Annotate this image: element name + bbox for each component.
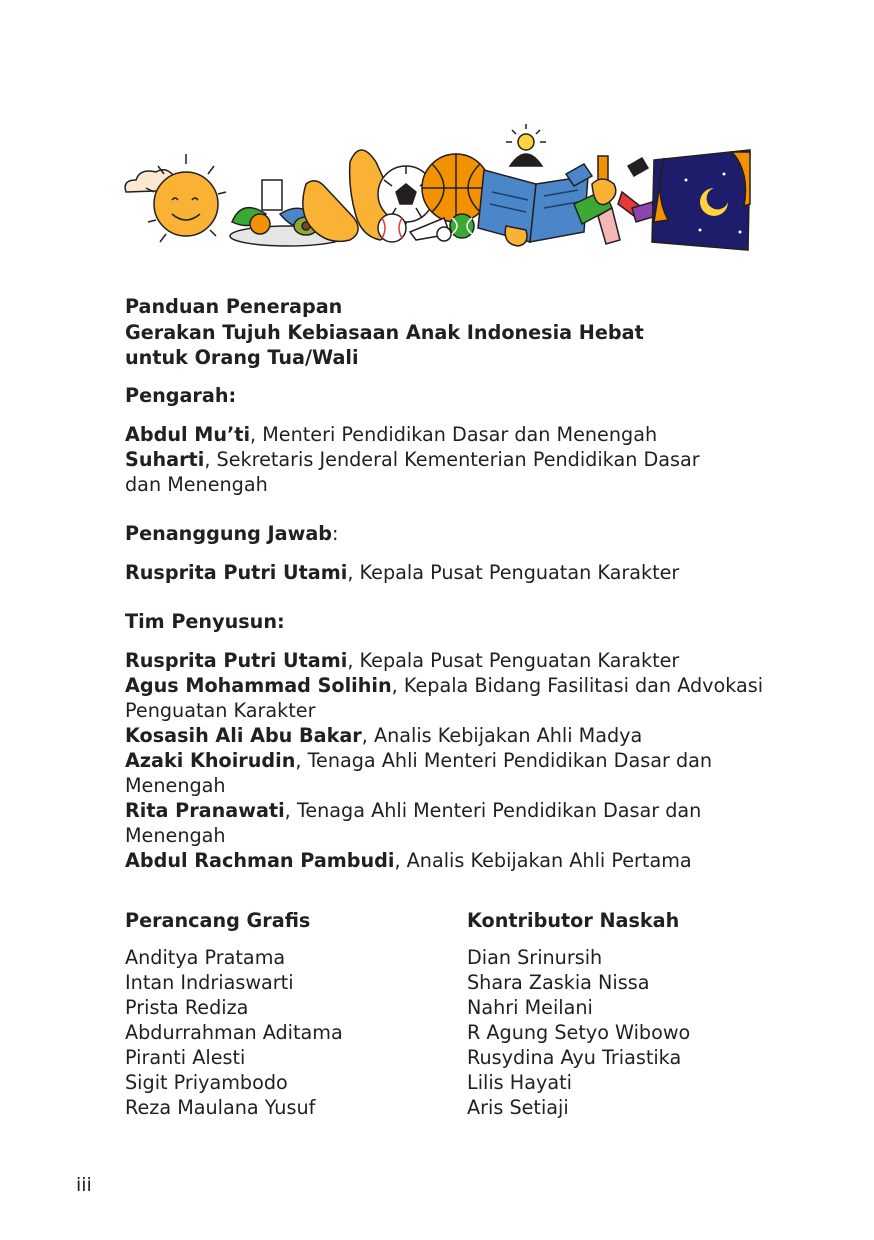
list-item: Anditya Pratama: [125, 946, 286, 969]
pengarah-list: [125, 422, 765, 497]
person-name: Suharti: [125, 447, 205, 471]
book-title: [125, 294, 765, 371]
person-name: Kosasih Ali Abu Bakar: [125, 723, 362, 747]
person-role: , Kepala Bidang Fasilitasi dan Advokasi: [391, 673, 764, 697]
person-role: , Kepala Pusat Penguatan Karakter: [347, 560, 680, 584]
person-name: Rusprita Putri Utami: [125, 560, 348, 584]
person-name: Abdul Rachman Pambudi: [125, 848, 395, 872]
person-role: , Sekretaris Jenderal Kementerian Pendidikan Dasar: [204, 447, 700, 471]
person-role: , Tenaga Ahli Menteri Pendidikan Dasar dan: [295, 748, 713, 772]
credit-entry: [125, 673, 765, 698]
perancang-grafis-list: [125, 945, 343, 1120]
title-line: Gerakan Tujuh Kebiasaan Anak Indonesia Hebat: [125, 320, 644, 344]
kontributor-naskah-heading: Kontributor Naskah: [467, 909, 680, 932]
list-item: Aris Setiaji: [467, 1096, 569, 1119]
title-line: untuk Orang Tua/Wali: [125, 346, 359, 369]
credit-entry: [125, 447, 765, 472]
baseball-icon: [378, 214, 406, 242]
person-name: Agus Mohammad Solihin: [125, 673, 392, 697]
page-number: iii: [76, 1174, 92, 1196]
person-name: Rusprita Putri Utami: [125, 648, 348, 672]
person-role: , Kepala Pusat Penguatan Karakter: [347, 648, 680, 672]
perancang-grafis-heading: Perancang Grafis: [125, 909, 311, 932]
list-item: Prista Rediza: [125, 996, 249, 1019]
person-name: Abdul Mu’ti: [125, 422, 251, 446]
person-name: Rita Pranawati: [125, 798, 285, 822]
kontributor-naskah-list: [467, 945, 690, 1120]
sun-icon: [146, 154, 226, 242]
tim-penyusun-list: [125, 648, 765, 873]
night-moon-icon: [652, 150, 750, 250]
list-item: R Agung Setyo Wibowo: [467, 1021, 691, 1044]
title-line: Panduan Penerapan: [125, 295, 343, 318]
credit-entry: [125, 723, 765, 748]
credit-entry: [125, 422, 765, 447]
list-item: Sigit Priyambodo: [125, 1071, 288, 1094]
person-role-continued: Menengah: [125, 773, 226, 797]
list-item: Rusydina Ayu Triastika: [467, 1046, 682, 1069]
credit-entry: [125, 748, 765, 773]
kontributor-naskah-column: [467, 908, 690, 1120]
person-name: Azaki Khoirudin: [125, 748, 296, 772]
list-item: Abdurrahman Aditama: [125, 1021, 343, 1044]
list-item: Intan Indriaswarti: [125, 971, 294, 994]
pengarah-heading: Pengarah:: [125, 383, 237, 407]
credit-entry: [125, 798, 765, 823]
list-item: Reza Maulana Yusuf: [125, 1096, 316, 1119]
penanggung-jawab-heading: Penanggung Jawab:: [125, 521, 339, 545]
perancang-grafis-column: [125, 908, 343, 1120]
list-item: Piranti Alesti: [125, 1046, 246, 1069]
penanggung-jawab-list: [125, 560, 765, 585]
list-item: Dian Srinursih: [467, 946, 603, 969]
person-role-continued: Penguatan Karakter: [125, 698, 316, 722]
person-role-continued: Menengah: [125, 823, 226, 847]
lightbulb-icon: [506, 124, 546, 166]
list-item: Shara Zaskia Nissa: [467, 971, 650, 994]
person-role: , Tenaga Ahli Menteri Pendidikan Dasar dan: [284, 798, 702, 822]
person-role-continued: dan Menengah: [125, 472, 268, 496]
shuttlecock-icon: [410, 218, 451, 241]
tennis-ball-icon: [450, 214, 474, 238]
credit-entry: [125, 560, 765, 585]
credits-section: [125, 294, 765, 873]
person-role: , Analis Kebijakan Ahli Pertama: [394, 848, 692, 872]
credit-entry: [125, 848, 765, 873]
person-role: , Menteri Pendidikan Dasar dan Menengah: [250, 422, 658, 446]
person-role: , Analis Kebijakan Ahli Madya: [361, 723, 643, 747]
illustration-banner: [120, 122, 756, 256]
list-item: Lilis Hayati: [467, 1071, 572, 1094]
tim-penyusun-heading: Tim Penyusun:: [125, 609, 285, 633]
credit-entry: [125, 648, 765, 673]
list-item: Nahri Meilani: [467, 996, 593, 1019]
